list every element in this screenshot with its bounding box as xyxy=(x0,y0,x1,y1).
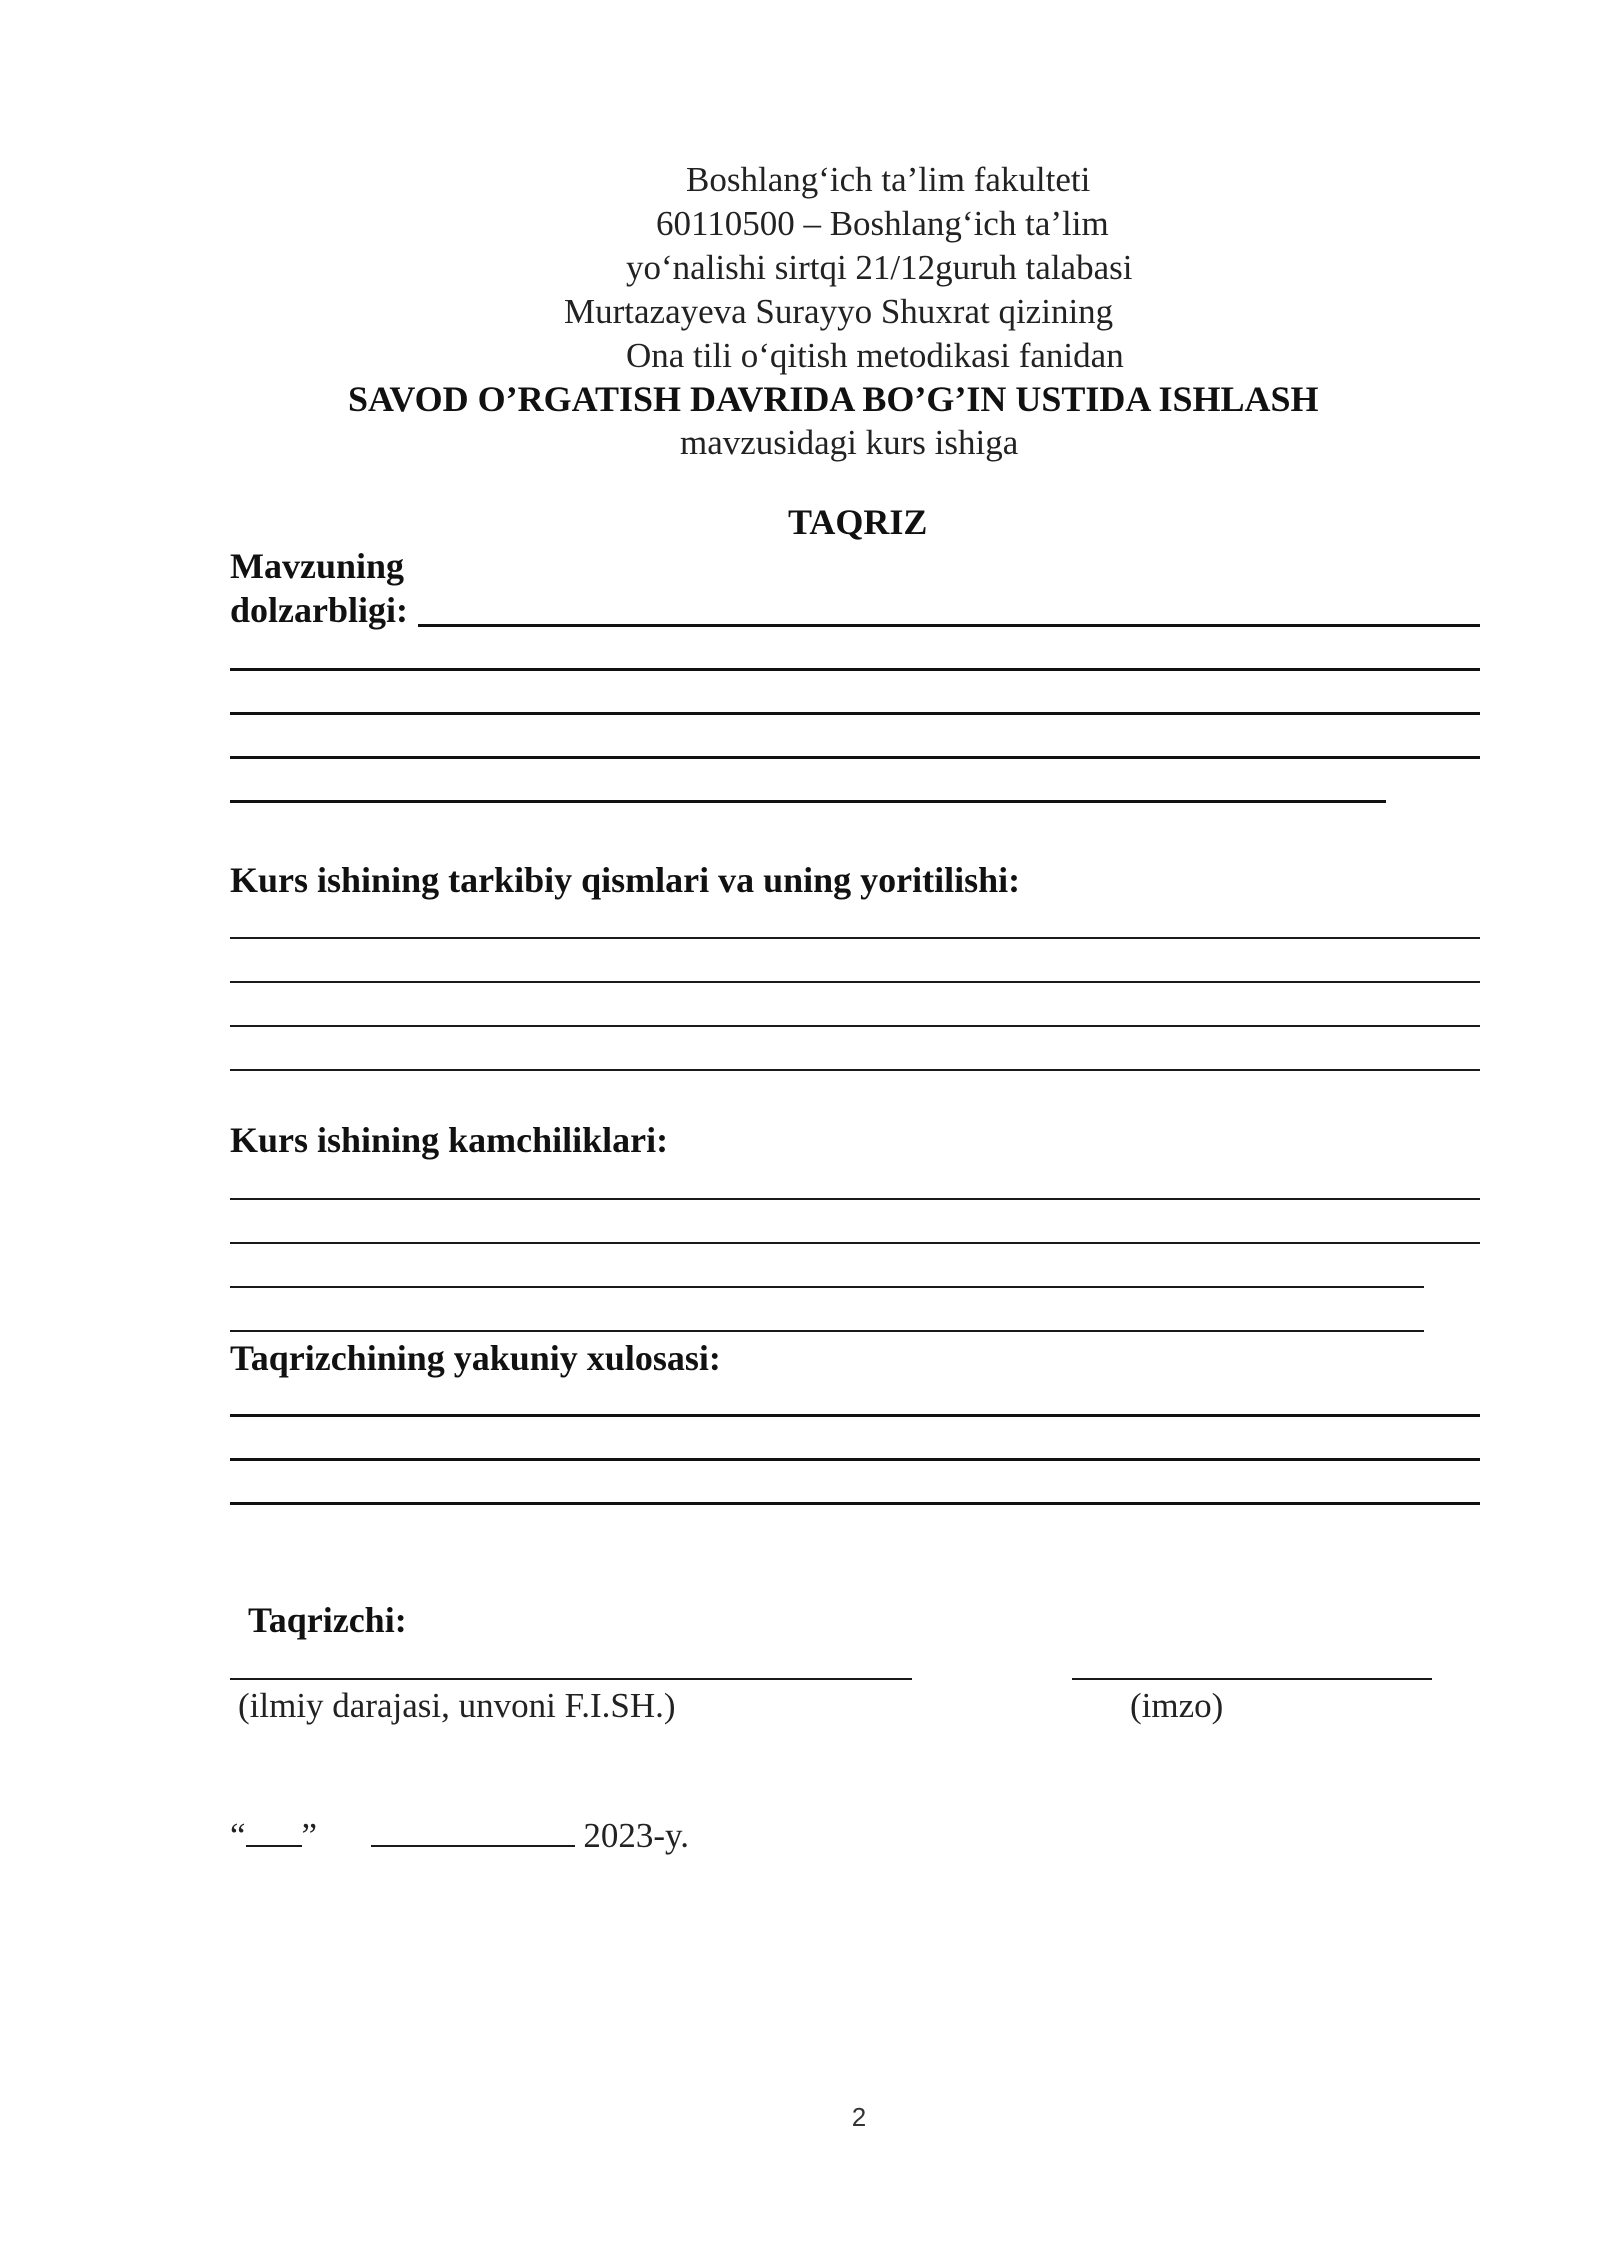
relevance-label-line1: Mavzuning xyxy=(230,546,405,586)
date-open-quote: “ xyxy=(230,1816,246,1855)
month-blank xyxy=(371,1815,575,1847)
components-label: Kurs ishining tarkibiy qismlari va uning yoritilishi: xyxy=(230,860,1021,900)
course-work-line: mavzusidagi kurs ishiga xyxy=(680,423,1019,462)
topic-title: SAVOD O’RGATISH DAVRIDA BO’G’IN USTIDA ISHLASH xyxy=(348,379,1319,419)
shortcomings-blank-line xyxy=(230,1286,1424,1288)
relevance-blank-line xyxy=(418,624,1480,627)
shortcomings-blank-line xyxy=(230,1242,1480,1244)
shortcomings-blank-line xyxy=(230,1198,1480,1200)
date-year: 2023-y. xyxy=(583,1816,689,1855)
document-title: TAQRIZ xyxy=(788,502,928,542)
components-blank-line xyxy=(230,981,1480,983)
relevance-blank-line xyxy=(230,800,1386,803)
reviewer-label: Taqrizchi: xyxy=(248,1600,407,1640)
shortcomings-blank-line xyxy=(230,1330,1424,1332)
shortcomings-label: Kurs ishining kamchiliklari: xyxy=(230,1120,669,1160)
components-blank-line xyxy=(230,1025,1480,1027)
group-line: yo‘nalishi sirtqi 21/12guruh talabasi xyxy=(626,248,1133,287)
subject-line: Ona tili o‘qitish metodikasi fanidan xyxy=(626,336,1124,375)
specialty-line: 60110500 – Boshlang‘ich ta’lim xyxy=(656,204,1109,243)
reviewer-name-caption: (ilmiy darajasi, unvoni F.I.SH.) xyxy=(238,1686,676,1725)
conclusion-label: Taqrizchining yakuniy xulosasi: xyxy=(230,1338,721,1378)
date-close-quote: ” xyxy=(301,1816,318,1855)
components-blank-line xyxy=(230,1069,1480,1071)
faculty-line: Boshlang‘ich ta’lim fakulteti xyxy=(686,160,1091,199)
page-number: 2 xyxy=(851,2102,867,2132)
date-line xyxy=(230,1814,689,1858)
relevance-blank-line xyxy=(230,756,1480,759)
reviewer-name-line xyxy=(230,1678,912,1680)
relevance-blank-line xyxy=(230,668,1480,671)
relevance-blank-line xyxy=(230,712,1480,715)
relevance-label-line2: dolzarbligi: xyxy=(230,590,408,630)
conclusion-blank-line xyxy=(230,1414,1480,1417)
conclusion-blank-line xyxy=(230,1458,1480,1461)
reviewer-signature-caption: (imzo) xyxy=(1130,1686,1224,1725)
components-blank-line xyxy=(230,937,1480,939)
conclusion-blank-line xyxy=(230,1502,1480,1505)
student-name-line: Murtazayeva Surayyo Shuxrat qizining xyxy=(564,292,1114,331)
day-blank xyxy=(246,1815,302,1847)
reviewer-signature-line xyxy=(1072,1678,1432,1680)
